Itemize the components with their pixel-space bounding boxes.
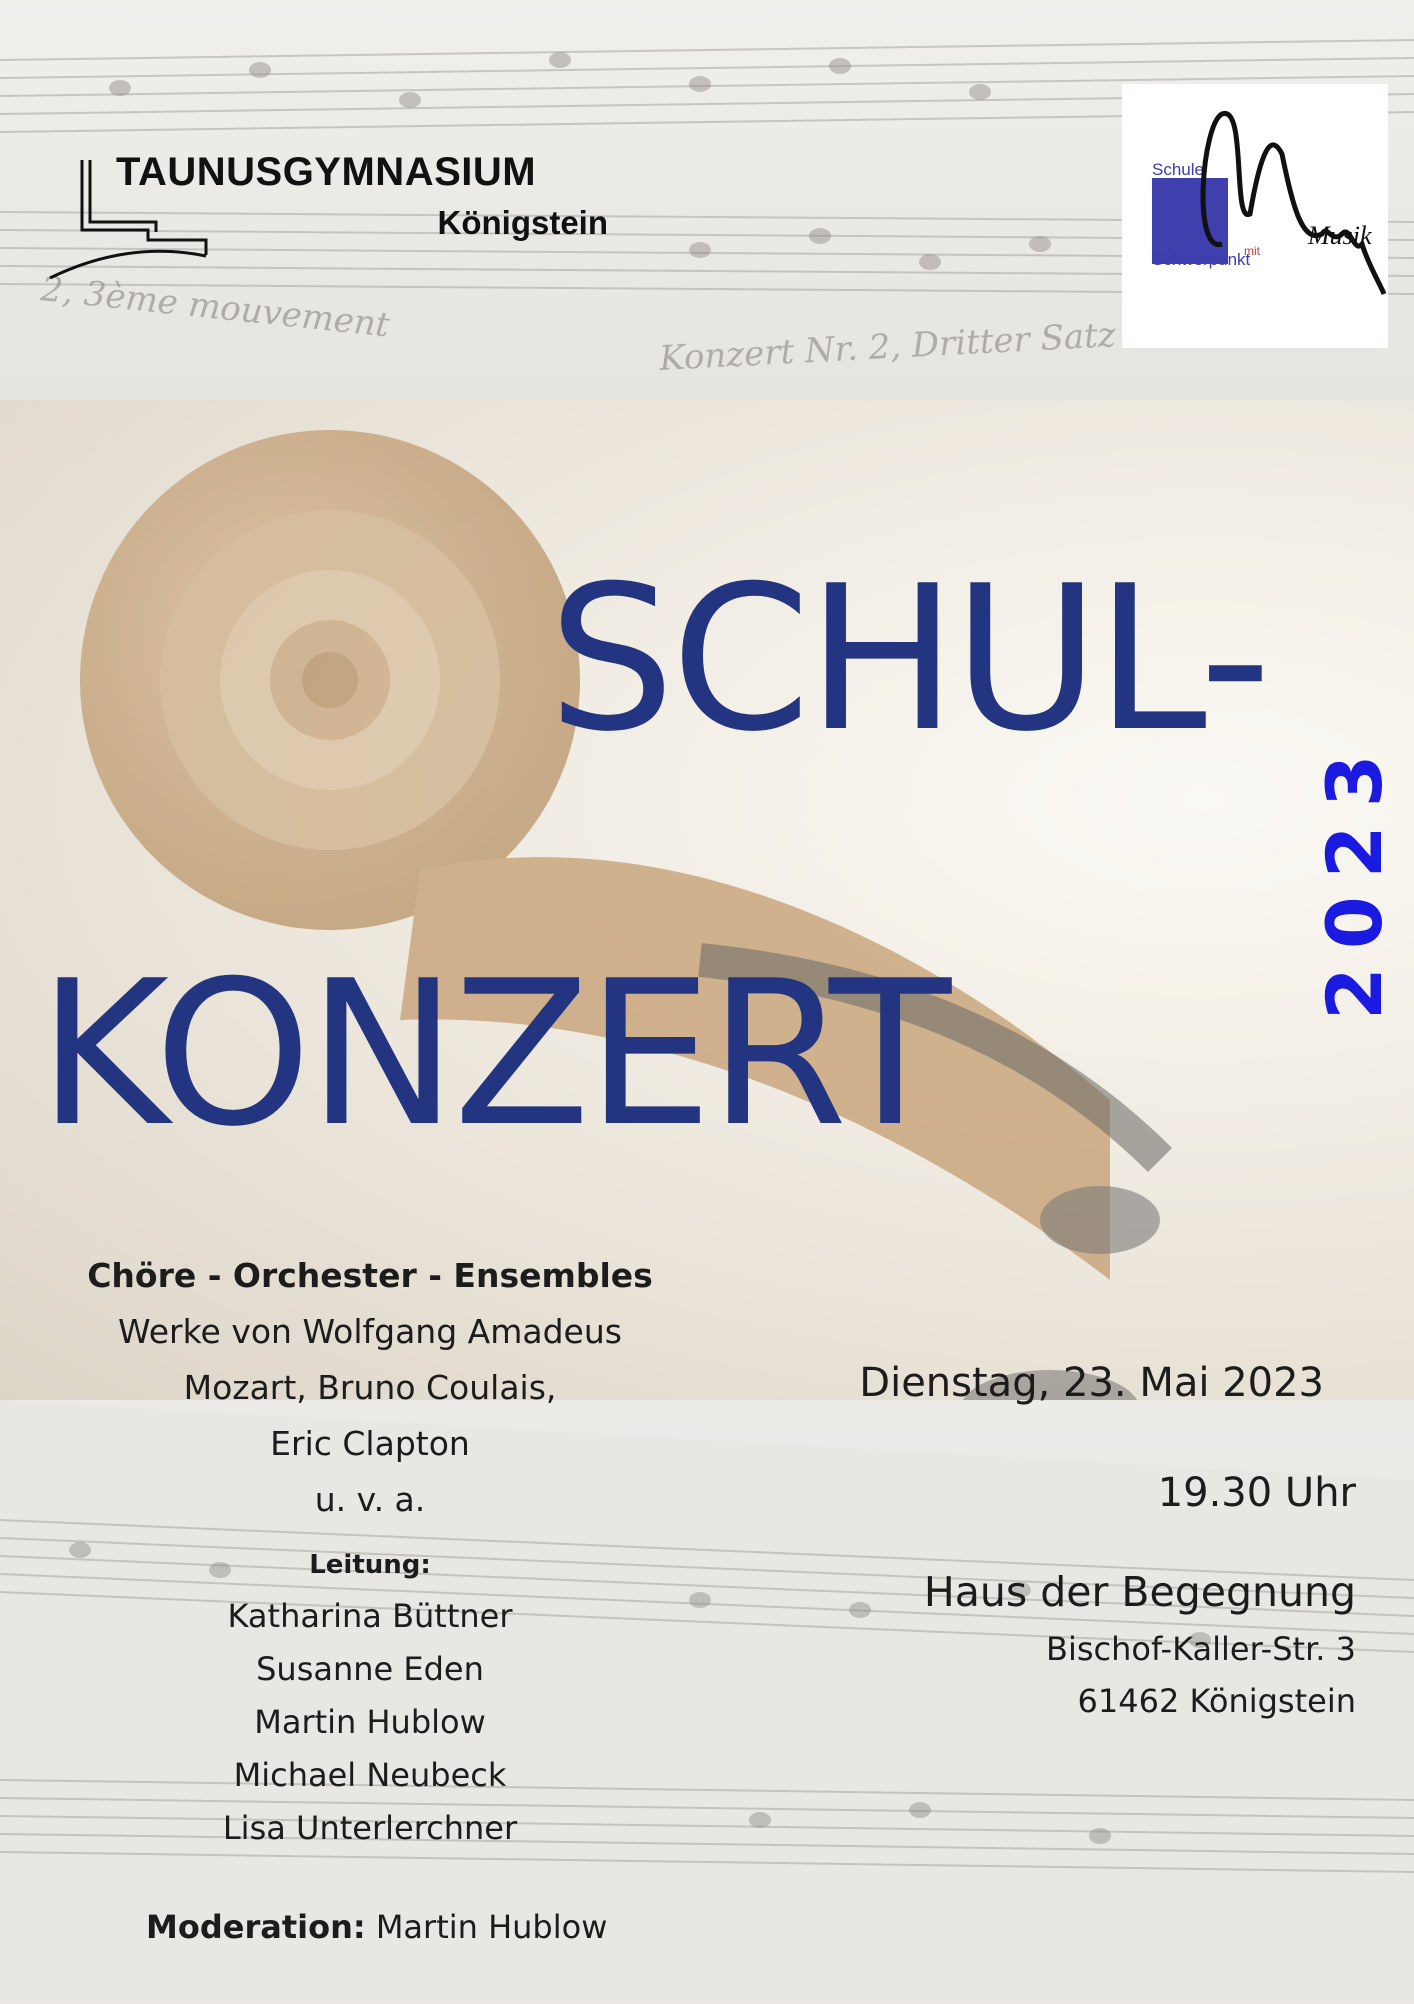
event-time: 19.30 Uhr xyxy=(1157,1470,1356,1516)
title-line-1: SCHUL- xyxy=(548,543,1268,776)
conductor-name: Katharina Büttner xyxy=(227,1597,513,1635)
moderation-name: Martin Hublow xyxy=(375,1908,608,1946)
conductor-name: Martin Hublow xyxy=(254,1703,486,1741)
conductor-name: Michael Neubeck xyxy=(233,1756,507,1794)
musik-signature-icon xyxy=(1122,84,1388,348)
conductor-name: Lisa Unterlerchner xyxy=(222,1809,518,1847)
leitung-label: Leitung: xyxy=(309,1550,431,1580)
program-line: Werke von Wolfgang Amadeus xyxy=(118,1312,622,1351)
sheet-caption-left: 2, 3ème mouvement xyxy=(39,269,392,346)
taunusgymnasium-logo xyxy=(48,150,608,270)
program-heading: Chöre - Orchester - Ensembles xyxy=(87,1256,653,1295)
title-year: 2023 xyxy=(1310,736,1399,1020)
program-column xyxy=(60,1248,680,1855)
badge-line2: mit xyxy=(1244,244,1260,258)
event-date: Dienstag, 23. Mai 2023 xyxy=(859,1360,1324,1406)
event-venue: Haus der Begegnung xyxy=(923,1568,1356,1616)
badge-line1: Schule xyxy=(1152,160,1204,179)
schule-mit-schwerpunkt-musik-badge xyxy=(1122,84,1388,348)
program-line: Eric Clapton xyxy=(270,1424,470,1463)
moderation-line xyxy=(146,1908,607,1946)
program-line: u. v. a. xyxy=(314,1480,426,1519)
moderation-label: Moderation: xyxy=(146,1908,366,1946)
event-city: 61462 Königstein xyxy=(1077,1682,1356,1720)
conductor-name: Susanne Eden xyxy=(256,1650,484,1688)
badge-line3: Schwerpunkt xyxy=(1152,250,1251,269)
school-name: TAUNUSGYMNASIUM xyxy=(116,150,537,194)
event-street: Bischof-Kaller-Str. 3 xyxy=(1046,1630,1356,1668)
badge-musik-word: Musik xyxy=(1308,221,1372,250)
program-line: Mozart, Bruno Coulais, xyxy=(183,1368,557,1407)
title-line-2: KONZERT xyxy=(38,938,948,1171)
school-city: Königstein xyxy=(437,204,608,241)
sheet-caption-right: Konzert Nr. 2, Dritter Satz xyxy=(658,315,1117,379)
